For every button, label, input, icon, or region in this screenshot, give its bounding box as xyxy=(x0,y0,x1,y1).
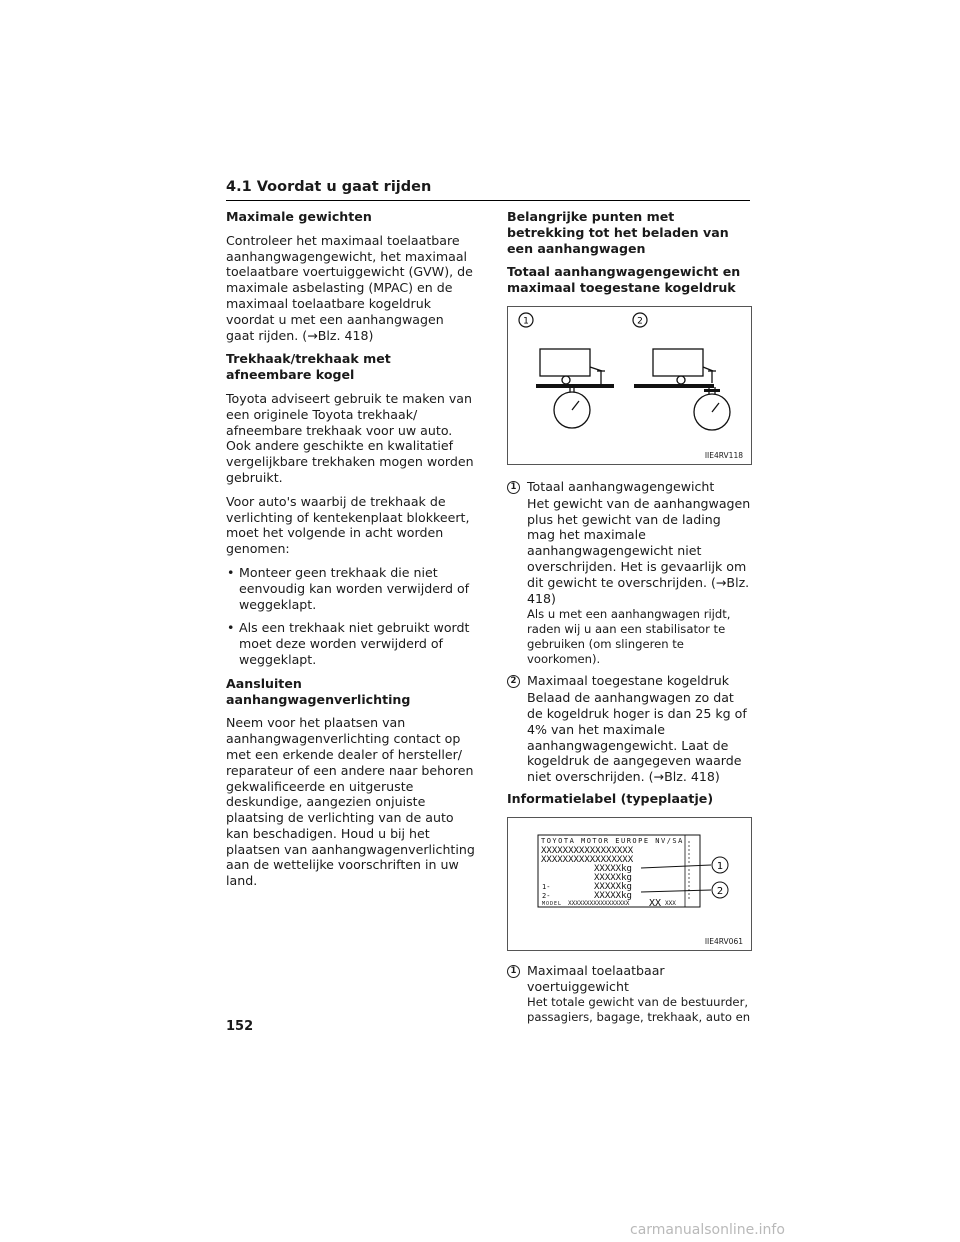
scale-platform-2 xyxy=(704,389,720,392)
heading-total-weight: Totaal aanhangwagengewicht en maximaal toegestane kogeldruk xyxy=(507,264,741,296)
scale-platform-1 xyxy=(536,384,614,388)
bullet-text: Als een trekhaak niet gebruikt wordt moet deze worden verwijderd of weggeklapt. xyxy=(239,620,470,667)
bullet-icon: • xyxy=(227,564,235,580)
item-description xyxy=(507,690,752,785)
page-number: 152 xyxy=(226,1019,254,1034)
plate-title: TOYOTA MOTOR EUROPE NV/SA xyxy=(541,836,684,845)
item-title: Maximaal toelaatbaar voertuiggewicht xyxy=(527,962,665,994)
item-note: Als u met een aanhangwagen rijdt, raden wij u aan een stabilisator te gebruiken (om slingeren te voorkomen). xyxy=(527,607,731,667)
trailer-scale-illustration xyxy=(508,307,751,464)
plate-weight-1: XXXXXkg xyxy=(594,863,632,874)
heading-info-label: Informatielabel (typeplaatje) xyxy=(507,790,714,806)
type-plate-illustration xyxy=(508,818,751,950)
number-badge: 2 xyxy=(507,675,520,688)
item-note: Het totale gewicht van de bestuurder, passagiers, bagage, trekhaak, auto en xyxy=(527,995,751,1025)
callout-2-label: 2 xyxy=(716,885,724,897)
item-body-text: Belaad de aanhangwagen zo dat de kogeldruk hoger is dan 25 kg of 4% van het maximale aanhangwagengewicht. Laat de kogeldruk de aangegeven waarde niet overschrijden. (→Blz. 418) xyxy=(527,690,747,785)
item-description xyxy=(507,995,752,1025)
plate-model-value: XXXXXXXXXXXXXXXXX xyxy=(568,899,630,907)
trailer-on-scale-icon xyxy=(540,349,605,428)
plate-weight-4: XXXXXkg xyxy=(594,890,632,901)
plate-line-2: XXXXXXXXXXXXXXXXX xyxy=(541,854,634,865)
plate-axle-2: 2- xyxy=(542,891,551,900)
type-plate-figure xyxy=(507,817,752,951)
paragraph-lighting: Neem voor het plaatsen van aanhangwagenverlichting contact op met een erkende dealer of hersteller/ reparateur of een andere naar behoren gekwalificeerde en uitgeruste deskundige, aangezien onjuiste plaatsing de verlichting van de auto kan beschadigen. Houd u bij het plaatsen van aanhangwagenverlichting aan de wettelijke voorschriften in uw land. xyxy=(226,715,475,889)
number-badge: 1 xyxy=(507,965,520,978)
plate-line-1: XXXXXXXXXXXXXXXXX xyxy=(541,845,634,856)
left-column xyxy=(226,209,476,897)
item-title: Maximaal toegestane kogeldruk xyxy=(527,673,730,689)
callout-1-label: 1 xyxy=(523,316,529,327)
item-body-text: Het gewicht van de aanhangwagen plus het gewicht van de lading mag het maximale aanhangwagengewicht niet overschrijden. Het is gevaarlijk om dit gewicht te overschrijden. (→Blz. 418) xyxy=(527,495,751,606)
list-item xyxy=(507,963,752,995)
plate-model-xx: XX xyxy=(649,897,662,909)
callout-1-label: 1 xyxy=(716,860,724,872)
paragraph-max-weights: Controleer het maximaal toelaatbare aanhangwagengewicht, het maximaal toelaatbare voertuiggewicht (GVW), de maximale asbelasting (MPAC) en de maximaal toelaatbare kogeldruk voordat u met een aanhangwagen gaat rijden. (→Blz. 418) xyxy=(226,232,473,343)
section-header: 4.1 Voordat u gaat rijden xyxy=(226,178,750,201)
heading-max-weights: Maximale gewichten xyxy=(226,209,372,224)
right-column xyxy=(507,209,752,1031)
list-item xyxy=(507,479,752,495)
road-surface xyxy=(634,384,714,388)
trailer-weight-figure xyxy=(507,306,752,465)
callout-2-label: 2 xyxy=(637,316,643,327)
figure-code: IIE4RV118 xyxy=(704,450,743,460)
heading-towbar: Trekhaak/trekhaak met afneembare kogel xyxy=(226,351,391,383)
bullet-icon: • xyxy=(227,620,235,636)
plate-axle-1: 1- xyxy=(542,882,551,891)
heading-lighting: Aansluiten aanhangwagenverlichting xyxy=(226,675,411,707)
heading-important-points: Belangrijke punten met betrekking tot het beladen van een aanhangwagen xyxy=(507,209,729,256)
bullet-text: Monteer geen trekhaak die niet eenvoudig kan worden verwijderd of weggeklapt. xyxy=(239,564,470,612)
watermark: carmanualsonline.info xyxy=(630,1222,785,1238)
number-badge: 1 xyxy=(507,481,520,494)
plate-weight-3: XXXXXkg xyxy=(594,881,632,892)
list-item xyxy=(226,565,476,612)
plate-weight-2: XXXXXkg xyxy=(594,872,632,883)
paragraph-towbar-2: Voor auto's waarbij de trekhaak de verlichting of kentekenplaat blokkeert, moet het volgende in acht worden genomen: xyxy=(226,493,470,557)
item-description xyxy=(507,496,752,668)
figure-code: IIE4RV061 xyxy=(704,936,743,946)
plate-model-label: MODEL xyxy=(542,900,563,907)
paragraph-towbar-1: Toyota adviseert gebruik te maken van een originele Toyota trekhaak/ afneembare trekhaak voor uw auto. Ook andere geschikte en kwalitatief vergelijkbare trekhaken mogen worden gebruikt. xyxy=(226,390,474,485)
item-title: Totaal aanhangwagengewicht xyxy=(527,478,715,494)
plate-model-xxx: XXX xyxy=(665,899,676,907)
list-item xyxy=(507,673,752,689)
list-item xyxy=(226,620,476,667)
